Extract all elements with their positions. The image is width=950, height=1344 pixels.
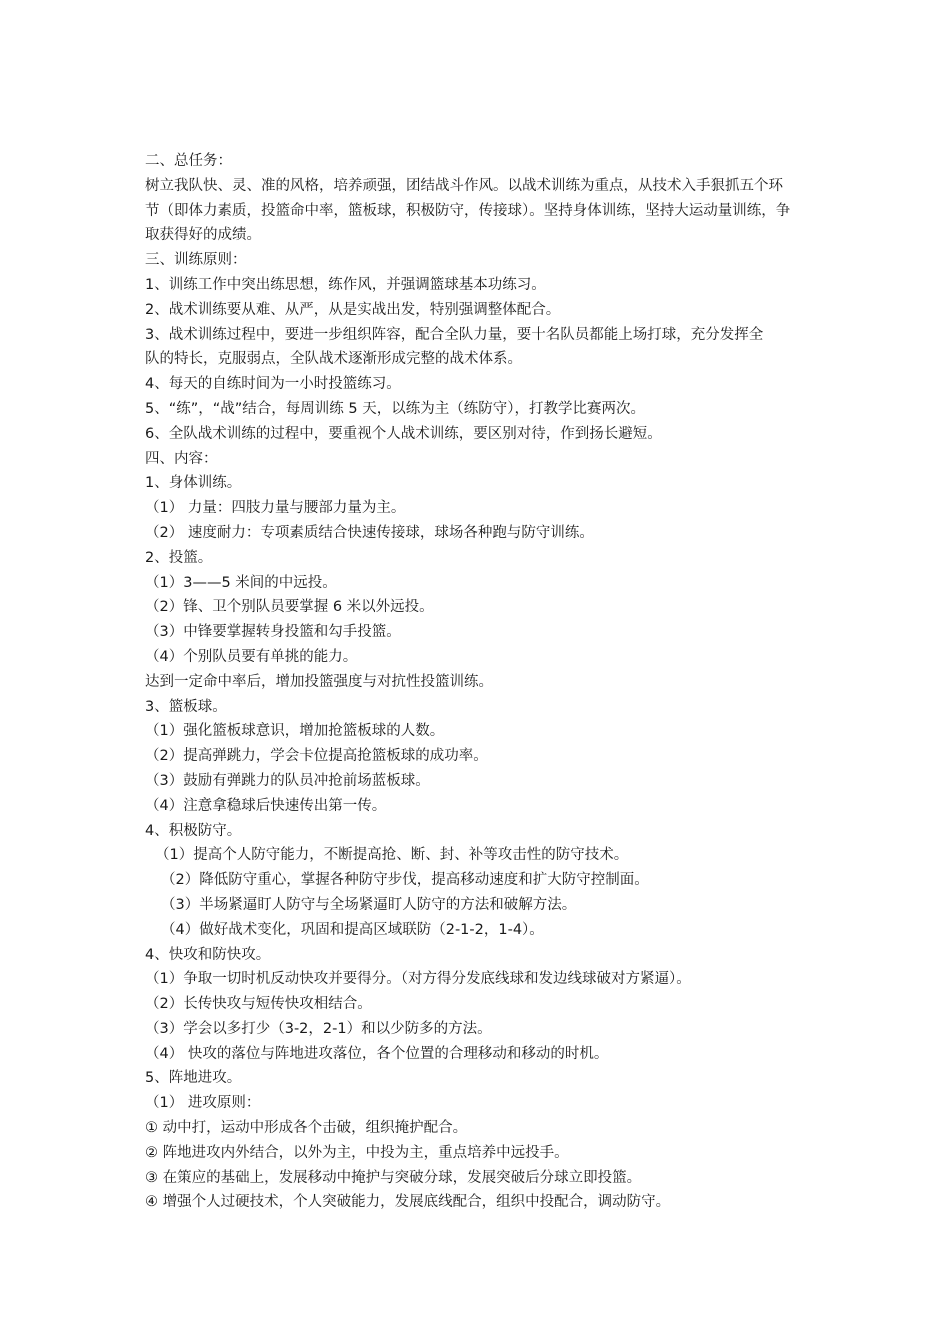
list-item: （3）鼓励有弹跳力的队员冲抢前场蓝板球。 — [145, 772, 430, 789]
list-item: （4）个别队员要有单挑的能力。 — [145, 648, 358, 665]
subsection-heading: 5、阵地进攻。 — [145, 1070, 242, 1087]
list-item: （3）半场紧逼盯人防守与全场紧逼盯人防守的方法和破解方法。 — [161, 896, 577, 913]
list-item: 2、战术训练要从难、从严，从是实战出发，特别强调整体配合。 — [145, 301, 561, 318]
list-item: （1） 进攻原则： — [145, 1095, 261, 1112]
list-item: （4）注意拿稳球后快速传出第一传。 — [145, 797, 387, 814]
list-item: （1）3——5 米间的中远投。 — [145, 574, 337, 591]
section-heading-tasks: 二、总任务： — [145, 153, 232, 169]
subsection-heading: 2、投篮。 — [145, 549, 213, 566]
list-item: ③ 在策应的基础上，发展移动中掩护与突破分球，发展突破后分球立即投篮。 — [145, 1169, 642, 1186]
paragraph-line: 取获得好的成绩。 — [145, 227, 261, 244]
subsection-heading: 1、身体训练。 — [145, 475, 242, 492]
list-item: （2）锋、卫个别队员要掌握 6 米以外远投。 — [145, 599, 434, 616]
list-item: ④ 增强个人过硬技术，个人突破能力，发展底线配合，组织中投配合，调动防守。 — [145, 1194, 671, 1211]
list-item: （4） 快攻的落位与阵地进攻落位，各个位置的合理移动和移动的时机。 — [145, 1045, 609, 1062]
paragraph-line: 节（即体力素质，投篮命中率，篮板球，积极防守，传接球）。坚持身体训练，坚持大运动量训练，争 — [145, 202, 791, 219]
list-item: ① 动中打，运动中形成各个击破，组织掩护配合。 — [145, 1120, 468, 1137]
paragraph-line: 达到一定命中率后，增加投篮强度与对抗性投篮训练。 — [145, 673, 493, 690]
list-item: （1）强化篮板球意识，增加抢篮板球的人数。 — [145, 723, 445, 740]
list-item: （4）做好战术变化，巩固和提高区域联防（2-1-2，1-4）。 — [161, 921, 544, 938]
section-heading-content: 四、内容： — [145, 450, 218, 467]
paragraph-line: 树立我队快、灵、准的风格，培养顽强，团结战斗作风。以战术训练为重点，从技术入手狠抓五个环 — [145, 177, 783, 194]
list-item: （1）争取一切时机反动快攻并要得分。（对方得分发底线球和发边线球破对方紧逼）。 — [145, 971, 691, 988]
document-body — [145, 149, 815, 1215]
subsection-heading: 4、积极防守。 — [145, 822, 242, 839]
subsection-heading: 3、篮板球。 — [145, 698, 227, 715]
list-item: （1） 力量：四肢力量与腰部力量为主。 — [145, 500, 406, 517]
list-item: （3）学会以多打少（3-2，2-1）和以少防多的方法。 — [145, 1020, 492, 1037]
list-item: 5、“练”，“战”结合，每周训练 5 天，以练为主（练防守），打教学比赛两次。 — [145, 400, 645, 417]
list-item: 6、全队战术训练的过程中，要重视个人战术训练，要区别对待，作到扬长避短。 — [145, 425, 662, 442]
list-item: 4、每天的自练时间为一小时投篮练习。 — [145, 376, 401, 393]
section-heading-principles: 三、训练原则： — [145, 252, 247, 269]
list-item: （2） 速度耐力：专项素质结合快速传接球，球场各种跑与防守训练。 — [145, 524, 594, 541]
list-item: 1、训练工作中突出练思想，练作风，并强调篮球基本功练习。 — [145, 276, 546, 293]
list-item: （1）提高个人防守能力，不断提高抢、断、封、补等攻击性的防守技术。 — [155, 847, 629, 864]
list-item-continuation: 队的特长，克服弱点，全队战术逐渐形成完整的战术体系。 — [145, 351, 522, 368]
subsection-heading: 4、快攻和防快攻。 — [145, 946, 271, 963]
list-item: （2）提高弹跳力，学会卡位提高抢篮板球的成功率。 — [145, 748, 488, 765]
list-item: （2）降低防守重心，掌握各种防守步伐，提高移动速度和扩大防守控制面。 — [161, 872, 649, 889]
list-item: （3）中锋要掌握转身投篮和勾手投篮。 — [145, 624, 401, 641]
list-item: ② 阵地进攻内外结合，以外为主，中投为主，重点培养中远投手。 — [145, 1144, 569, 1161]
list-item: 3、战术训练过程中，要进一步组织阵容，配合全队力量，要十名队员都能上场打球，充分发挥全 — [145, 326, 764, 343]
list-item: （2）长传快攻与短传快攻相结合。 — [145, 996, 372, 1013]
